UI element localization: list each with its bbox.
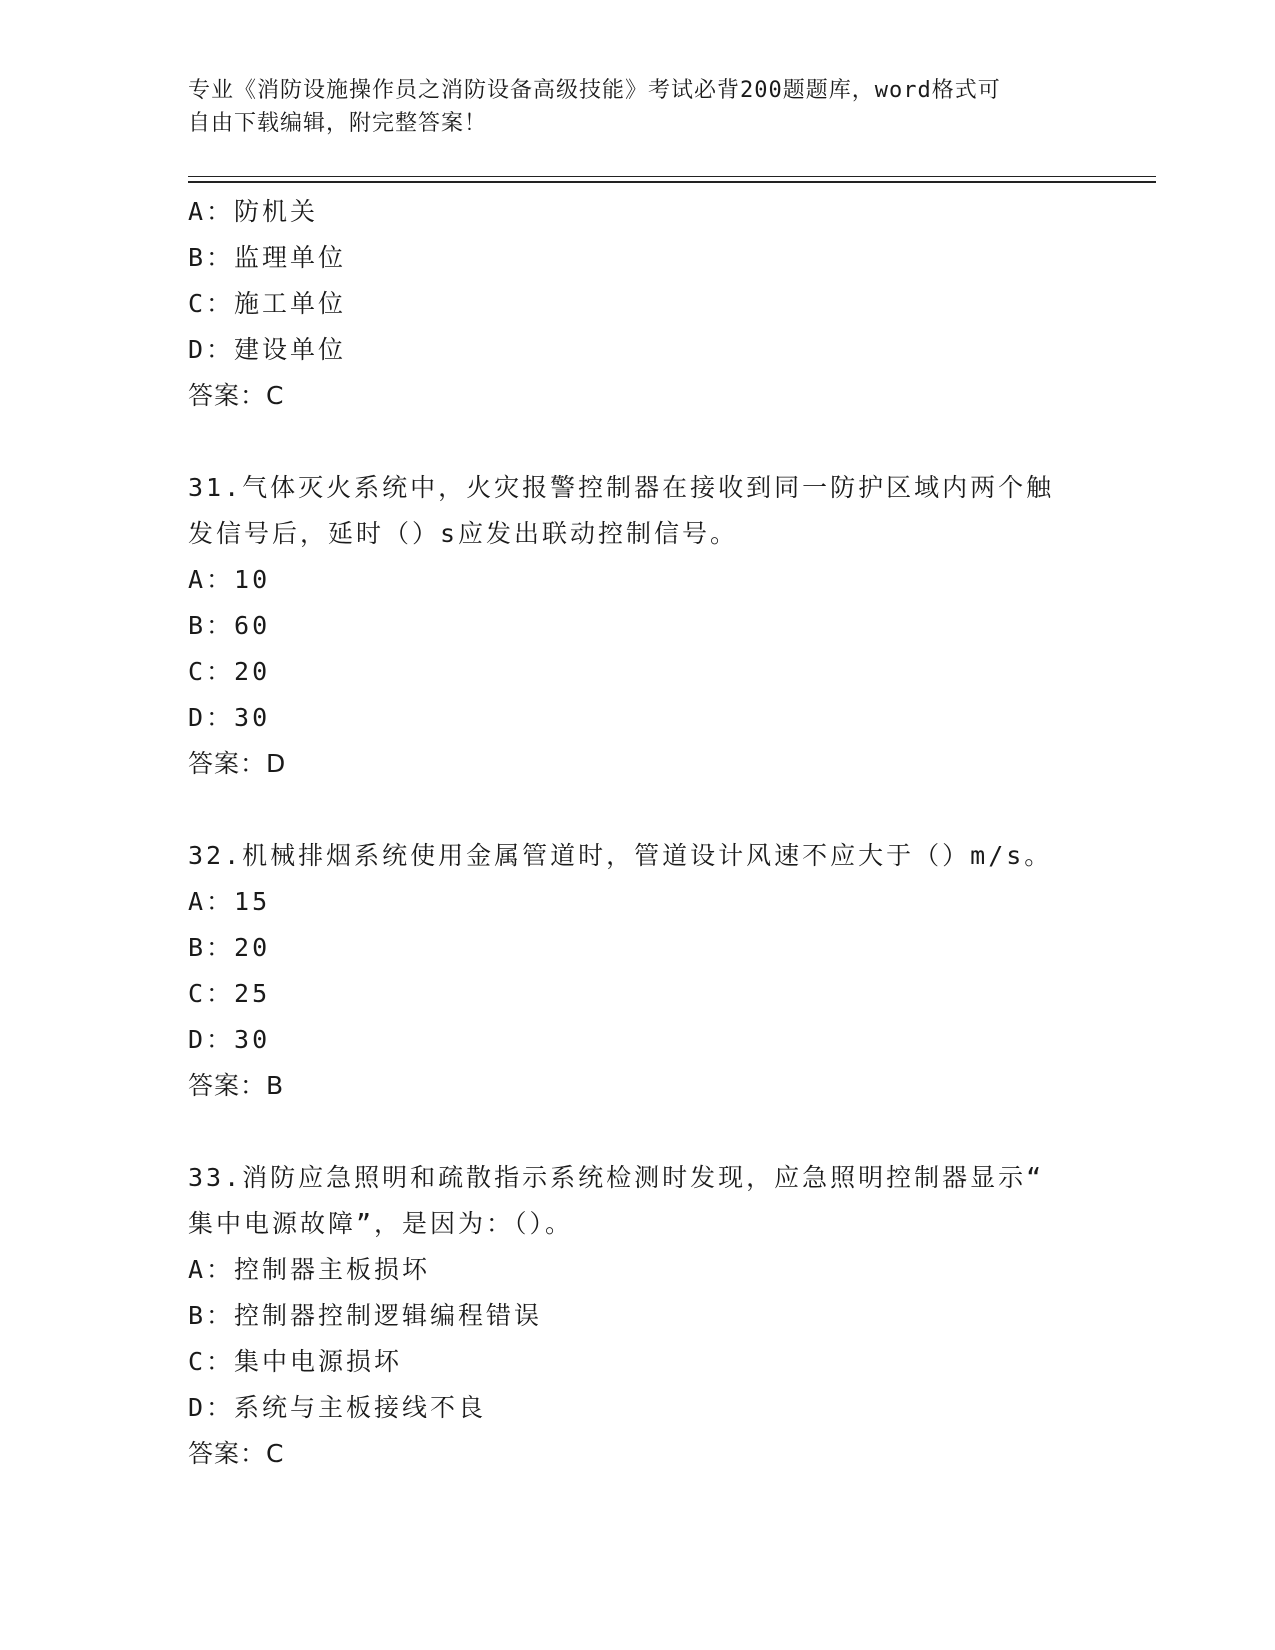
- spacer: [188, 419, 1088, 465]
- header-line-1: 专业《消防设施操作员之消防设备高级技能》考试必背200题题库，word格式可: [188, 78, 1001, 103]
- option-b: B：监理单位: [188, 243, 347, 272]
- header-line-2: 自由下载编辑，附完整答案！: [188, 111, 488, 136]
- option-a: A：控制器主板损坏: [188, 1255, 431, 1284]
- question-stem-line: 31.气体灭火系统中，火灾报警控制器在接收到同一防护区域内两个触: [188, 473, 1055, 502]
- option-c: C：20: [188, 657, 271, 686]
- option-b: B：60: [188, 611, 271, 640]
- option-c: C：25: [188, 979, 271, 1008]
- question-33-block: [188, 1155, 1088, 1477]
- question-31-block: [188, 465, 1088, 787]
- option-b: B：20: [188, 933, 271, 962]
- option-c: C：施工单位: [188, 289, 347, 318]
- spacer: [188, 1109, 1088, 1155]
- header-divider-top: [188, 176, 1156, 177]
- prev-question-block: [188, 189, 1088, 419]
- question-stem-line: 发信号后，延时（）s应发出联动控制信号。: [188, 519, 739, 548]
- spacer: [188, 787, 1088, 833]
- header-divider-bottom: [188, 181, 1156, 183]
- answer-line: 答案：C: [188, 381, 285, 410]
- question-stem-line: 33.消防应急照明和疏散指示系统检测时发现，应急照明控制器显示“: [188, 1163, 1045, 1192]
- option-a: A：10: [188, 565, 271, 594]
- option-d: D：建设单位: [188, 335, 347, 364]
- option-b: B：控制器控制逻辑编程错误: [188, 1301, 543, 1330]
- option-d: D：30: [188, 1025, 271, 1054]
- answer-line: 答案：B: [188, 1071, 285, 1100]
- document-header: [188, 74, 1088, 140]
- question-32-block: [188, 833, 1088, 1109]
- option-c: C：集中电源损坏: [188, 1347, 403, 1376]
- option-d: D：30: [188, 703, 271, 732]
- answer-line: 答案：D: [188, 749, 287, 778]
- question-stem-line: 32.机械排烟系统使用金属管道时，管道设计风速不应大于（）m/s。: [188, 841, 1053, 870]
- option-a: A：15: [188, 887, 271, 916]
- question-stem-line: 集中电源故障”，是因为：（）。: [188, 1209, 574, 1238]
- option-a: A：防机关: [188, 197, 319, 226]
- question-list: [188, 189, 1088, 1477]
- option-d: D：系统与主板接线不良: [188, 1393, 487, 1422]
- answer-line: 答案：C: [188, 1439, 285, 1468]
